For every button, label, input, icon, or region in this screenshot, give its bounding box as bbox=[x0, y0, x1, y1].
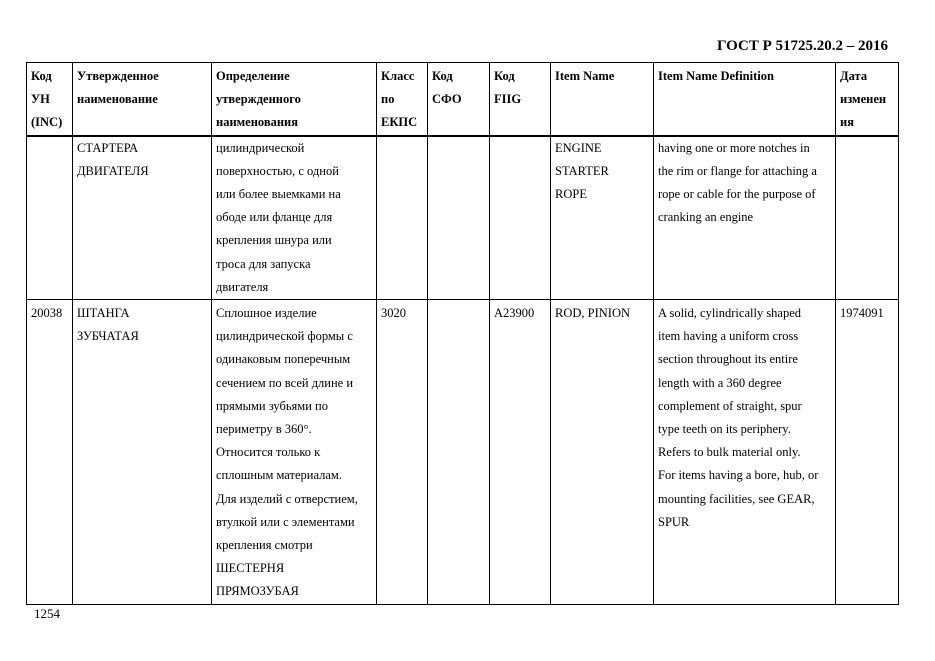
cell-item-definition bbox=[654, 136, 836, 300]
header-line: по bbox=[381, 92, 395, 107]
cell-line: length with a 360 degree bbox=[658, 375, 782, 390]
header-date bbox=[836, 63, 899, 136]
cell-class bbox=[377, 136, 428, 300]
cell-sfo bbox=[428, 300, 490, 605]
cell-line: периметру в 360°. bbox=[216, 422, 312, 437]
nomenclature-table bbox=[26, 62, 899, 605]
cell-line: Для изделий с отверстием, bbox=[216, 491, 358, 506]
cell-line: having one or more notches in bbox=[658, 140, 810, 155]
header-line: УН bbox=[31, 92, 50, 107]
cell-line: section throughout its entire bbox=[658, 352, 798, 367]
cell-line: the rim or flange for attaching a bbox=[658, 163, 817, 178]
cell-line: ДВИГАТЕЛЯ bbox=[77, 163, 149, 178]
cell-line: Сплошное изделие bbox=[216, 306, 317, 321]
cell-line: ROPE bbox=[555, 187, 587, 202]
header-line: Утвержденное bbox=[77, 69, 159, 83]
cell-line: ШТАНГА bbox=[77, 306, 130, 321]
cell-line: ШЕСТЕРНЯ bbox=[216, 561, 285, 576]
cell-date bbox=[836, 136, 899, 300]
page-number: 1254 bbox=[34, 606, 60, 621]
header-fiig bbox=[490, 63, 551, 136]
cell-line: complement of straight, spur bbox=[658, 398, 802, 413]
cell-line: поверхностью, с одной bbox=[216, 163, 339, 178]
header-line: Класс bbox=[381, 69, 415, 83]
cell-line: прямыми зубьями по bbox=[216, 398, 328, 413]
header-line: изменен bbox=[840, 92, 887, 107]
cell-line: STARTER bbox=[555, 163, 609, 178]
header-line: Код bbox=[31, 69, 52, 83]
cell-line: Refers to bulk material only. bbox=[658, 445, 801, 460]
table-row bbox=[27, 136, 899, 300]
cell-item-name bbox=[551, 136, 654, 300]
cell-line: mounting facilities, see GEAR, bbox=[658, 491, 815, 506]
cell-line: СТАРТЕРА bbox=[77, 140, 139, 155]
cell-line: item having a uniform cross bbox=[658, 329, 799, 344]
header-line: FIIG bbox=[494, 92, 522, 107]
cell-item-name bbox=[551, 300, 654, 605]
header-line: утвержденного bbox=[216, 92, 301, 107]
cell-line: цилиндрической bbox=[216, 140, 305, 155]
cell-line: cranking an engine bbox=[658, 210, 754, 225]
header-line: Код bbox=[494, 69, 515, 83]
cell-line: крепления шнура или bbox=[216, 233, 332, 248]
cell-fiig bbox=[490, 300, 551, 605]
header-line: Дата bbox=[840, 69, 868, 83]
header-line: Код bbox=[432, 69, 453, 83]
cell-line: A23900 bbox=[494, 306, 535, 321]
cell-line: ROD, PINION bbox=[555, 306, 630, 321]
cell-line: сечением по всей длине и bbox=[216, 375, 354, 390]
header-inc bbox=[27, 63, 73, 136]
cell-line: SPUR bbox=[658, 514, 690, 529]
header-line: Item Name Definition bbox=[658, 69, 774, 83]
cell-line: 1974091 bbox=[840, 306, 884, 321]
cell-inc bbox=[27, 300, 73, 605]
cell-class bbox=[377, 300, 428, 605]
cell-line: ободе или фланце для bbox=[216, 210, 333, 225]
cell-line: Относится только к bbox=[216, 445, 321, 460]
cell-line: троса для запуска bbox=[216, 256, 311, 271]
cell-date bbox=[836, 300, 899, 605]
cell-name-ru bbox=[73, 300, 212, 605]
cell-line: ПРЯМОЗУБАЯ bbox=[216, 584, 299, 599]
header-line: Определение bbox=[216, 69, 290, 83]
cell-line: втулкой или с элементами bbox=[216, 514, 355, 529]
cell-line: 3020 bbox=[381, 306, 406, 321]
cell-fiig bbox=[490, 136, 551, 300]
cell-line: одинаковым поперечным bbox=[216, 352, 351, 367]
cell-inc bbox=[27, 136, 73, 300]
header-item-definition bbox=[654, 63, 836, 136]
header-name-ru bbox=[73, 63, 212, 136]
table-row bbox=[27, 300, 899, 605]
cell-line: сплошным материалам. bbox=[216, 468, 342, 483]
cell-line: ENGINE bbox=[555, 140, 602, 155]
header-line: ия bbox=[840, 115, 854, 130]
cell-sfo bbox=[428, 136, 490, 300]
cell-line: A solid, cylindrically shaped bbox=[658, 306, 802, 321]
document-code: ГОСТ Р 51725.20.2 – 2016 bbox=[716, 38, 888, 54]
header-line: наименования bbox=[216, 115, 299, 130]
header-item-name bbox=[551, 63, 654, 136]
header-sfo bbox=[428, 63, 490, 136]
cell-line: двигателя bbox=[216, 279, 269, 294]
header-line: (INC) bbox=[31, 115, 63, 130]
cell-line: крепления смотри bbox=[216, 538, 313, 553]
cell-item-definition bbox=[654, 300, 836, 605]
cell-line: For items having a bore, hub, or bbox=[658, 468, 819, 483]
cell-definition-ru bbox=[212, 300, 377, 605]
cell-line: цилиндрической формы с bbox=[216, 329, 353, 344]
header-line: наименование bbox=[77, 92, 158, 107]
header-class bbox=[377, 63, 428, 136]
cell-line: ЗУБЧАТАЯ bbox=[77, 329, 139, 344]
header-definition-ru bbox=[212, 63, 377, 136]
header-line: Item Name bbox=[555, 69, 615, 83]
cell-line: rope or cable for the purpose of bbox=[658, 187, 816, 202]
cell-name-ru bbox=[73, 136, 212, 300]
table-body bbox=[27, 136, 899, 605]
cell-line: type teeth on its periphery. bbox=[658, 422, 791, 437]
cell-line: или более выемками на bbox=[216, 187, 341, 202]
cell-line: 20038 bbox=[31, 306, 63, 321]
header-line: ЕКПС bbox=[381, 115, 418, 130]
header-line: СФО bbox=[432, 92, 462, 107]
cell-definition-ru bbox=[212, 136, 377, 300]
table-header-row bbox=[27, 63, 899, 136]
